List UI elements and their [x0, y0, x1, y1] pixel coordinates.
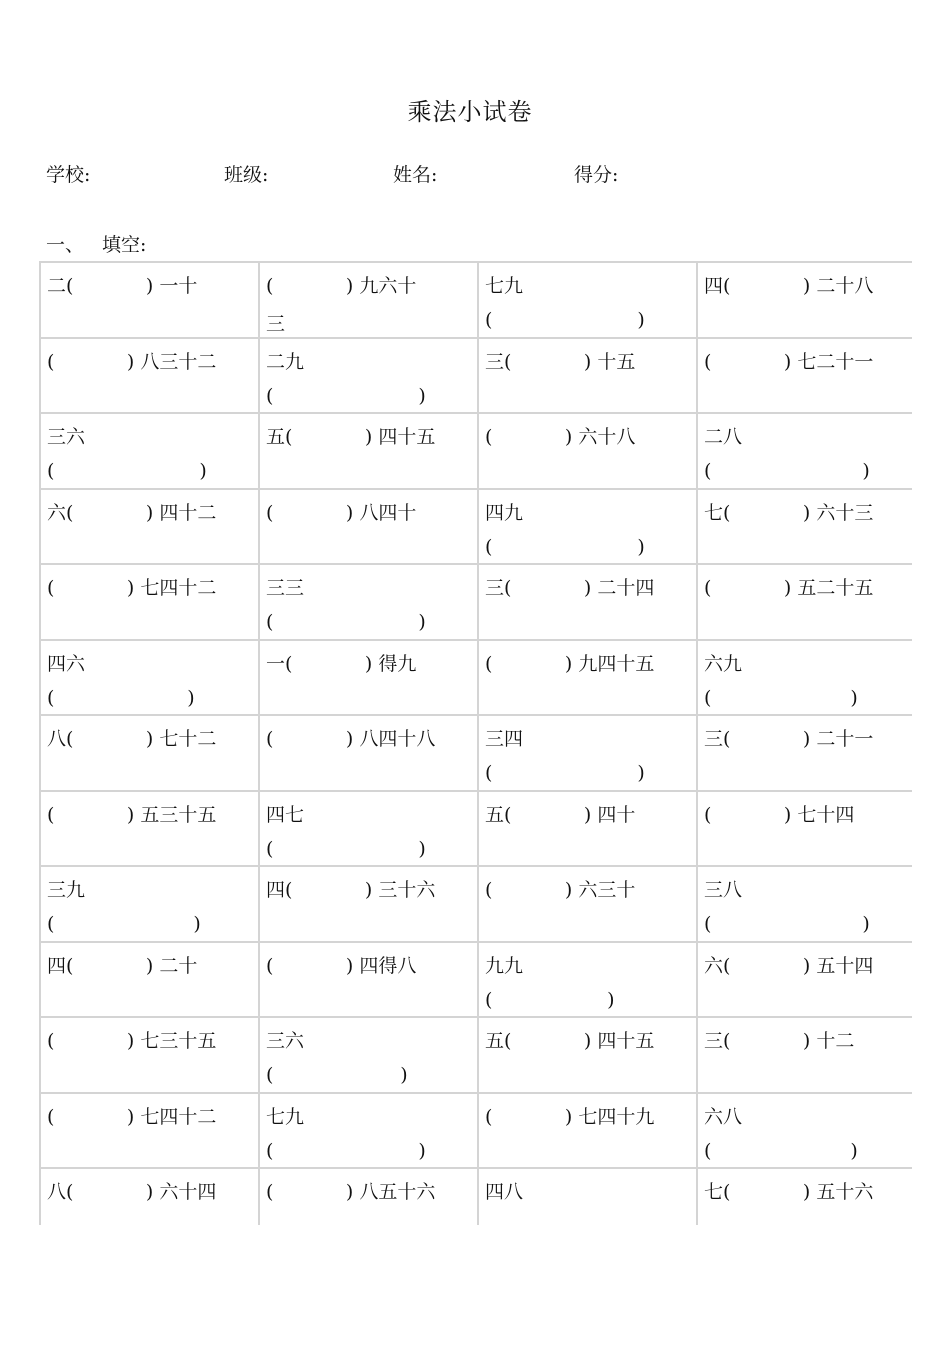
question-cell-content: [41, 943, 258, 1017]
question-cell: [697, 489, 912, 565]
question-line-1: ( ) 五二十五: [704, 577, 874, 599]
question-line-2: ( ): [485, 762, 645, 784]
question-line-1: 四( ) 二十: [47, 954, 198, 977]
question-cell-content: [479, 1169, 696, 1225]
question-line-2: ( ): [266, 384, 426, 407]
question-cell: [40, 564, 259, 640]
question-line-2: ( ): [485, 988, 615, 1011]
question-cell-content: [698, 263, 912, 337]
question-line-2: ( ): [485, 309, 645, 331]
question-line-1: 三九: [47, 879, 86, 901]
question-cell: [40, 338, 259, 414]
question-cell: [40, 1093, 259, 1169]
grid-row: [40, 1168, 912, 1225]
question-cell-content: [41, 414, 258, 488]
question-cell: [478, 640, 697, 716]
question-grid: [39, 261, 912, 1225]
question-cell: [259, 791, 478, 867]
question-cell: [697, 338, 912, 414]
question-cell-content: [698, 339, 912, 413]
question-cell-content: [698, 867, 912, 941]
question-line-2: ( ): [47, 913, 201, 935]
question-cell-content: [41, 867, 258, 941]
grid-row: [40, 1017, 912, 1093]
question-cell: [259, 489, 478, 565]
question-line-1: 三三: [266, 577, 305, 599]
question-cell-content: [260, 792, 477, 866]
question-cell: [40, 489, 259, 565]
question-cell: [478, 1168, 697, 1225]
question-line-1: 三六: [47, 426, 86, 448]
question-line-1: 二九: [266, 350, 305, 373]
question-cell-content: [479, 867, 696, 941]
question-cell: [478, 564, 697, 640]
question-cell-content: [479, 1018, 696, 1092]
grid-row: [40, 413, 912, 489]
question-cell-content: [698, 414, 912, 488]
question-line-1: ( ) 七三十五: [47, 1030, 217, 1052]
name-field-label: 姓名:: [393, 164, 438, 186]
question-cell-content: [698, 1169, 912, 1225]
question-line-1: 五( ) 四十五: [266, 426, 436, 448]
question-cell-content: [41, 1169, 258, 1225]
question-line-1: 六( ) 四十二: [47, 501, 217, 524]
question-cell: [478, 413, 697, 489]
question-cell: [697, 1168, 912, 1225]
question-cell-content: [698, 792, 912, 866]
question-line-2: ( ): [47, 460, 207, 482]
question-cell: [478, 1093, 697, 1169]
question-cell-content: [479, 565, 696, 639]
question-cell-content: [698, 565, 912, 639]
question-cell: [40, 413, 259, 489]
question-cell: [40, 1168, 259, 1225]
question-line-1: 五( ) 四十五: [485, 1030, 655, 1052]
question-cell-content: [260, 490, 477, 564]
question-line-1: ( ) 七二十一: [704, 350, 874, 373]
question-line-1: ( ) 八五十六: [266, 1181, 436, 1203]
question-line-2: ( ): [704, 460, 870, 482]
question-cell: [40, 866, 259, 942]
question-line-1: ( ) 四得八: [266, 954, 417, 977]
question-cell-content: [479, 1094, 696, 1168]
question-cell-content: [698, 490, 912, 564]
question-line-1: 四八: [485, 1181, 524, 1203]
grid-row: [40, 640, 912, 716]
question-cell-content: [479, 414, 696, 488]
question-cell-content: [260, 339, 477, 413]
question-line-2: ( ): [485, 535, 645, 558]
question-line-1: 九九: [485, 954, 524, 977]
grid-row: [40, 262, 912, 338]
question-cell: [259, 262, 478, 338]
score-field-label: 得分:: [574, 164, 619, 186]
question-line-1: 三八: [704, 879, 743, 901]
question-cell-content: [479, 339, 696, 413]
question-cell: [259, 640, 478, 716]
question-line-1: 四( ) 三十六: [266, 879, 436, 901]
question-cell-content: [698, 943, 912, 1017]
question-cell-content: [41, 339, 258, 413]
question-cell: [478, 942, 697, 1018]
question-cell: [697, 413, 912, 489]
question-cell-content: [260, 414, 477, 488]
question-cell: [40, 791, 259, 867]
question-cell: [478, 791, 697, 867]
question-line-1: 三四: [485, 728, 524, 750]
section-heading: [46, 230, 146, 257]
school-field-label: 学校:: [46, 164, 91, 186]
question-cell: [697, 640, 912, 716]
question-cell-content: [41, 1094, 258, 1168]
question-line-1: ( ) 六十八: [485, 426, 636, 448]
question-cell: [259, 564, 478, 640]
question-cell: [478, 1017, 697, 1093]
question-line-2: ( ): [47, 686, 195, 709]
question-cell-content: [260, 1018, 477, 1092]
question-cell: [40, 1017, 259, 1093]
question-cell: [40, 715, 259, 791]
question-cell: [478, 338, 697, 414]
question-line-2: ( ): [266, 837, 426, 860]
question-cell-content: [260, 565, 477, 639]
question-line-2: ( ): [704, 913, 870, 935]
question-line-1: ( ) 六三十: [485, 879, 636, 901]
question-cell-content: [41, 792, 258, 866]
question-cell: [697, 1017, 912, 1093]
question-line-2: 三: [266, 313, 286, 335]
question-cell-content: [479, 641, 696, 715]
question-cell: [259, 1093, 478, 1169]
question-cell-content: [479, 943, 696, 1017]
question-cell-content: [41, 565, 258, 639]
question-line-1: 三六: [266, 1030, 305, 1052]
question-cell: [40, 640, 259, 716]
question-cell: [697, 942, 912, 1018]
question-cell-content: [479, 792, 696, 866]
question-line-1: 八( ) 七十二: [47, 728, 217, 750]
grid-row: [40, 866, 912, 942]
question-cell: [40, 262, 259, 338]
question-cell: [259, 866, 478, 942]
question-cell-content: [41, 716, 258, 790]
question-line-1: 六九: [704, 652, 743, 675]
question-line-1: 六( ) 五十四: [704, 954, 874, 977]
question-line-1: 二( ) 一十: [47, 275, 198, 297]
question-cell: [259, 942, 478, 1018]
question-line-1: 三( ) 二十一: [704, 728, 874, 750]
question-line-1: 二八: [704, 426, 743, 448]
question-line-1: ( ) 八三十二: [47, 350, 217, 373]
question-cell: [697, 564, 912, 640]
question-line-1: 三( ) 二十四: [485, 577, 655, 599]
question-line-1: 五( ) 四十: [485, 803, 636, 826]
question-line-1: ( ) 九六十: [266, 275, 417, 297]
question-cell-content: [41, 263, 258, 337]
question-cell: [259, 1017, 478, 1093]
question-line-1: 八( ) 六十四: [47, 1181, 217, 1203]
class-field-label: 班级:: [224, 164, 269, 186]
question-line-1: ( ) 九四十五: [485, 652, 655, 675]
question-cell: [478, 489, 697, 565]
grid-row: [40, 942, 912, 1018]
question-cell-content: [260, 1094, 477, 1168]
question-cell-content: [479, 263, 696, 337]
section-label: 填空:: [102, 234, 147, 256]
question-cell-content: [260, 263, 477, 337]
question-line-1: 一( ) 得九: [266, 652, 417, 675]
grid-row: [40, 1093, 912, 1169]
grid-row: [40, 791, 912, 867]
question-cell-content: [41, 641, 258, 715]
question-cell-content: [698, 716, 912, 790]
question-line-1: 四九: [485, 501, 524, 524]
question-line-1: ( ) 七四十二: [47, 1105, 217, 1128]
question-cell-content: [41, 1018, 258, 1092]
question-cell-content: [260, 716, 477, 790]
question-cell-content: [479, 490, 696, 564]
question-line-1: ( ) 八四十八: [266, 728, 436, 750]
question-cell: [697, 262, 912, 338]
question-line-1: 三( ) 十二: [704, 1030, 855, 1052]
question-cell: [40, 942, 259, 1018]
question-line-1: 六八: [704, 1105, 743, 1128]
question-cell: [697, 715, 912, 791]
question-cell: [697, 791, 912, 867]
question-cell-content: [260, 1169, 477, 1225]
question-cell: [259, 413, 478, 489]
question-cell-content: [698, 1094, 912, 1168]
question-cell: [259, 338, 478, 414]
question-line-2: ( ): [704, 1139, 858, 1162]
question-cell-content: [41, 490, 258, 564]
question-cell-content: [479, 716, 696, 790]
question-cell: [478, 715, 697, 791]
question-grid-container: [39, 261, 912, 1225]
page-title: 乘法小试卷: [407, 98, 533, 126]
question-line-2: ( ): [266, 611, 426, 633]
question-cell-content: [260, 943, 477, 1017]
question-line-2: ( ): [704, 686, 858, 709]
question-line-2: ( ): [266, 1139, 426, 1162]
grid-row: [40, 338, 912, 414]
question-line-1: 七( ) 六十三: [704, 501, 874, 524]
question-cell-content: [698, 641, 912, 715]
question-line-1: ( ) 七十四: [704, 803, 855, 826]
question-line-1: ( ) 七四十二: [47, 577, 217, 599]
question-cell: [697, 866, 912, 942]
grid-row: [40, 564, 912, 640]
question-line-1: 四六: [47, 652, 86, 675]
question-line-1: ( ) 八四十: [266, 501, 417, 524]
question-line-1: 三( ) 十五: [485, 350, 636, 373]
question-cell: [478, 262, 697, 338]
question-line-2: ( ): [266, 1064, 408, 1086]
section-number: 一、: [46, 234, 85, 256]
question-line-1: ( ) 五三十五: [47, 803, 217, 826]
question-line-1: 七九: [485, 275, 524, 297]
question-cell-content: [260, 867, 477, 941]
grid-row: [40, 489, 912, 565]
question-cell: [259, 715, 478, 791]
question-cell-content: [698, 1018, 912, 1092]
grid-row: [40, 715, 912, 791]
question-line-1: ( ) 七四十九: [485, 1105, 655, 1128]
question-line-1: 四( ) 二十八: [704, 275, 874, 297]
question-cell: [259, 1168, 478, 1225]
question-cell: [697, 1093, 912, 1169]
question-line-1: 七( ) 五十六: [704, 1181, 874, 1203]
question-line-1: 四七: [266, 803, 305, 826]
question-cell: [478, 866, 697, 942]
question-cell-content: [260, 641, 477, 715]
question-line-1: 七九: [266, 1105, 305, 1128]
